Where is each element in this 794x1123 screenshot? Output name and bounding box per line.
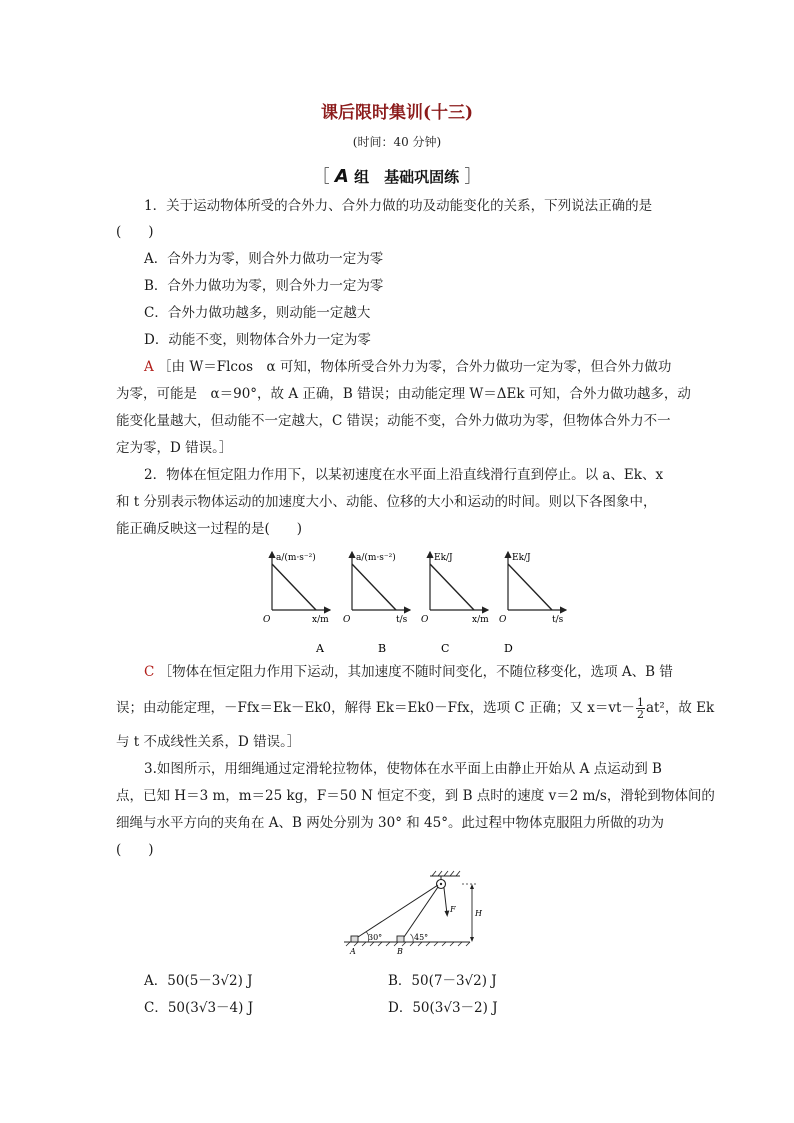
- graph-b-origin: O: [343, 615, 351, 625]
- graph-d: [499, 552, 566, 655]
- graph-c-origin: O: [421, 615, 429, 625]
- q2-stem-line-2: 和 t 分别表示物体运动的加速度大小、动能、位移的大小和运动的时间。则以下各图象中，: [116, 494, 657, 510]
- q1-explanation-line-1: A ［由 W＝Flcos α 可知，物体所受合外力为零，合外力做功一定为零，但合外力做功: [144, 359, 672, 375]
- graph-b-caption: B: [378, 642, 387, 655]
- q3-option-d: D．50(3√3－2) J: [388, 1000, 498, 1016]
- q1-explanation-line-2: 为零，可能是 α＝90°，故 A 正确，B 错误；由动能定理 W＝ΔEk 可知，合外力做功越多，动: [116, 386, 691, 402]
- graph-c-caption: C: [441, 642, 450, 655]
- q2-stem-line-1: 2．物体在恒定阻力作用下，以某初速度在水平面上沿直线滑行直到停止。以 a、Ek、x: [144, 467, 664, 483]
- q1-option-a: A．合外力为零，则合外力做功一定为零: [144, 251, 384, 267]
- q1-stem-line-1: 1．关于运动物体所受的合外力、合外力做的功及动能变化的关系，下列说法正确的是: [144, 198, 653, 214]
- q2-explanation-line-2: 误；由动能定理，－Ffx＝Ek－Ek0，解得 Ek＝Ek0－Ffx，选项 C 正确；又 x＝vt－ $\frac{1}{2}$ at²，故 Ek: [116, 696, 715, 721]
- graph-a-caption: A: [316, 642, 324, 655]
- graph-d-caption: D: [504, 642, 513, 655]
- graph-b-xlabel: t/s: [396, 615, 408, 625]
- page-title: 课后限时集训(十三): [320, 103, 474, 123]
- group-label: 组 基础巩固练: [354, 168, 460, 186]
- graph-a-xlabel: x/m: [312, 615, 329, 625]
- graph-a-origin: O: [263, 615, 271, 625]
- q3-option-c: C．50(3√3－4) J: [144, 1000, 254, 1016]
- q3-pulley-diagram: [340, 870, 500, 960]
- graph-a: [263, 552, 330, 655]
- q3-option-b: B．50(7－3√2) J: [388, 973, 497, 989]
- section-heading: ［ A 组 基础巩固练 ］: [312, 166, 482, 187]
- graph-b-ylabel: a/(m·s⁻²): [356, 553, 396, 563]
- graph-d-xlabel: t/s: [552, 615, 564, 625]
- time-limit: (时间：40 分钟): [352, 135, 442, 149]
- point-a-label: A: [350, 947, 356, 956]
- q3-option-a: A．50(5－3√2) J: [144, 973, 253, 989]
- graph-d-ylabel: Ek/J: [512, 553, 531, 563]
- q1-answer: A: [144, 359, 154, 375]
- q2-explanation-line-3: 与 t 不成线性关系，D 错误。］: [116, 734, 301, 750]
- q2-explanation-line-1: C ［物体在恒定阻力作用下运动，其加速度不随时间变化，不随位移变化，选项 A、B 错: [144, 664, 673, 680]
- q1-explanation-line-4: 定为零，D 错误。］: [116, 440, 233, 456]
- q2-graphs-figure: [258, 548, 578, 658]
- fraction-one-half: $\frac{1}{2}$: [636, 696, 644, 721]
- label-h: H: [475, 909, 482, 918]
- q2-stem-line-3: 能正确反映这一过程的是( ): [116, 521, 303, 537]
- q1-explanation-line-3: 能变化量越大，但动能不一定越大，C 错误；动能不变，合外力做功为零，但物体合外力不一: [116, 413, 671, 429]
- graph-a-ylabel: a/(m·s⁻²): [276, 553, 316, 563]
- q3-stem-line-1: 3.如图所示，用细绳通过定滑轮拉物体，使物体在水平面上由静止开始从 A 点运动到 B: [144, 761, 662, 777]
- angle-b-label: 45°: [414, 933, 429, 942]
- q3-stem-line-2: 点，已知 H＝3 m，m＝25 kg，F＝50 N 恒定不变，到 B 点时的速度 v＝2 m/s，滑轮到物体间的: [116, 788, 715, 804]
- graph-c-ylabel: Ek/J: [434, 553, 453, 563]
- label-f: F: [450, 905, 456, 914]
- q2-answer: C: [144, 664, 155, 680]
- group-letter: A: [334, 166, 349, 187]
- graph-c-xlabel: x/m: [472, 615, 489, 625]
- point-b-label: B: [397, 947, 403, 956]
- q3-stem-line-3: 细绳与水平方向的夹角在 A、B 两处分别为 30° 和 45°。此过程中物体克服阻力所做的功为: [116, 815, 664, 831]
- q1-stem-line-2: ( ): [116, 224, 154, 240]
- graph-c: [421, 552, 489, 655]
- q1-option-d: D．动能不变，则物体合外力一定为零: [144, 332, 371, 348]
- graph-b: [343, 552, 410, 655]
- q1-option-b: B．合外力做功为零，则合外力一定为零: [144, 278, 384, 294]
- angle-a-label: 30°: [368, 933, 383, 942]
- q1-option-c: C．合外力做功越多，则动能一定越大: [144, 305, 371, 321]
- graph-d-origin: O: [499, 615, 507, 625]
- q3-stem-line-4: ( ): [116, 842, 154, 858]
